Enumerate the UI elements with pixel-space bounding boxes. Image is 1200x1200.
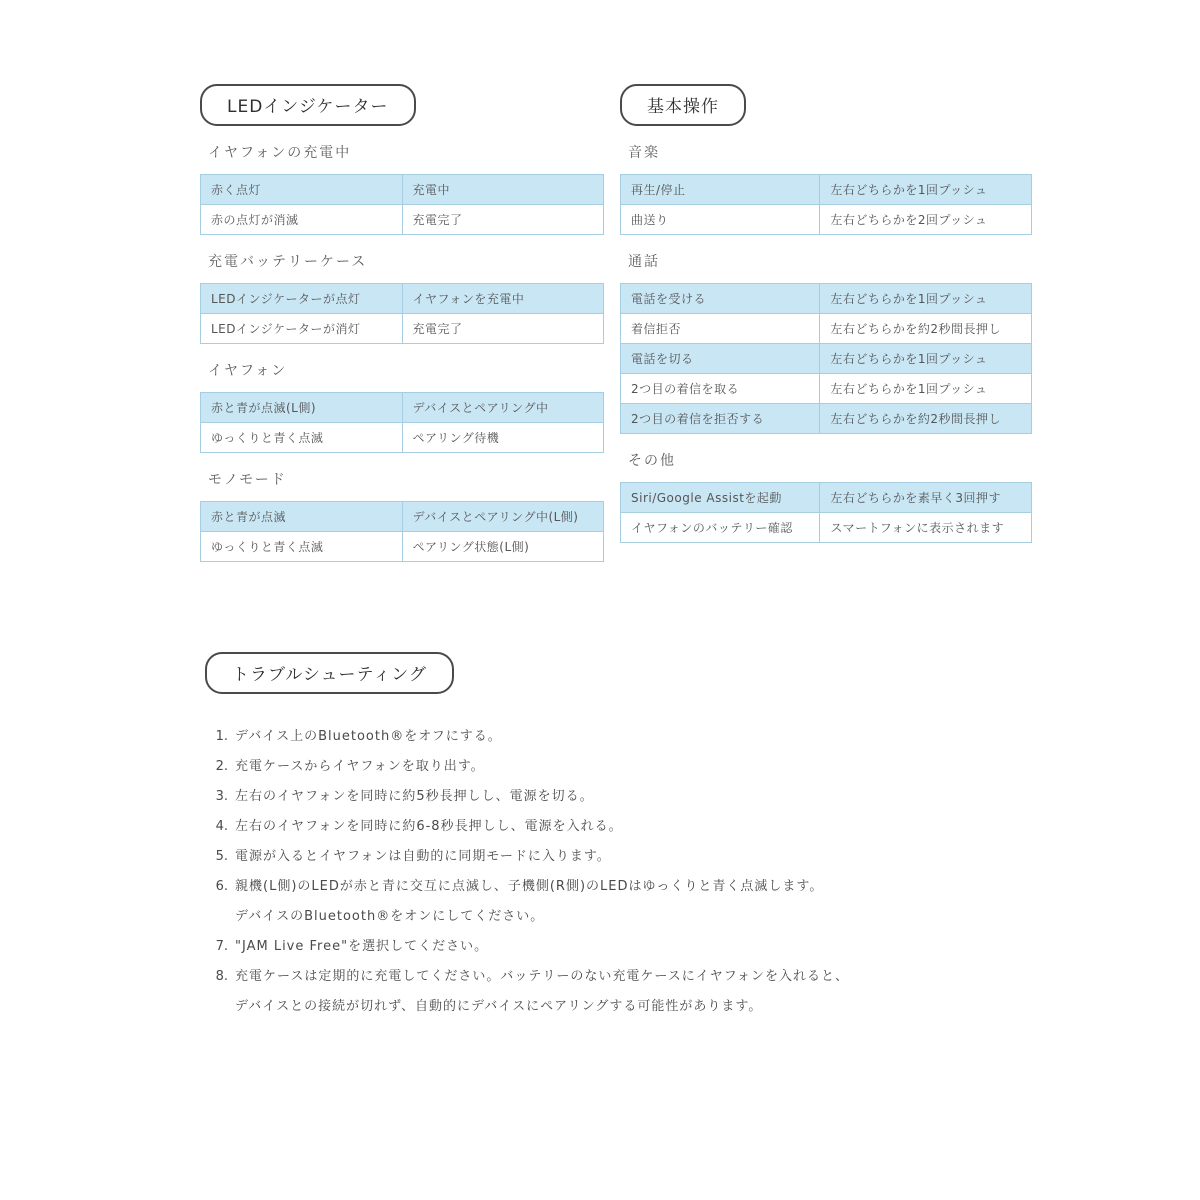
- table-row: [201, 205, 604, 235]
- step-item: [213, 788, 995, 806]
- step-item-continuation: [213, 908, 995, 926]
- earphone-table: [200, 392, 604, 453]
- step-number: 6.: [215, 879, 228, 894]
- step-item: [213, 878, 995, 896]
- table-row: [201, 532, 604, 562]
- table-row: [621, 205, 1032, 235]
- section-heading: モノモード: [208, 472, 287, 488]
- status-cell: デバイスとペアリング中: [402, 393, 604, 423]
- troubleshooting-steps: [213, 728, 995, 1016]
- table-row: [621, 284, 1032, 314]
- gesture-cell: 左右どちらかを約2秒間長押し: [820, 404, 1032, 434]
- music-table: [620, 174, 1032, 235]
- action-cell: 再生/停止: [621, 175, 820, 205]
- section-others: [620, 450, 1032, 543]
- status-cell: 充電完了: [402, 205, 604, 235]
- basic-operations-title-text: 基本操作: [647, 97, 719, 117]
- step-item-continuation: [213, 998, 995, 1016]
- led-indicator-panel: [200, 84, 604, 562]
- step-number: 2.: [215, 759, 228, 774]
- table-row: [201, 314, 604, 344]
- section-earphone-charging: [200, 142, 604, 235]
- table-row: [201, 175, 604, 205]
- basic-operations-heading: [620, 84, 746, 126]
- condition-cell: 赤と青が点滅(L側): [201, 393, 403, 423]
- section-music: [620, 142, 1032, 235]
- step-item: [213, 728, 995, 746]
- mono-mode-table: [200, 501, 604, 562]
- step-number: 5.: [215, 849, 228, 864]
- table-row: [621, 374, 1032, 404]
- table-row: [201, 423, 604, 453]
- section-earphone: [200, 360, 604, 453]
- action-cell: 2つ目の着信を取る: [621, 374, 820, 404]
- step-text: 充電ケースは定期的に充電してください。バッテリーのない充電ケースにイヤフォンを入れると、: [235, 969, 850, 984]
- section-heading: その他: [628, 453, 676, 469]
- step-number: 8.: [215, 969, 228, 984]
- step-item: [213, 848, 995, 866]
- section-heading: イヤフォン: [208, 363, 288, 379]
- step-text: デバイスのBluetooth®をオンにしてください。: [235, 909, 545, 924]
- step-number: [213, 908, 228, 926]
- condition-cell: 赤と青が点滅: [201, 502, 403, 532]
- table-row: [621, 513, 1032, 543]
- gesture-cell: 左右どちらかを1回プッシュ: [820, 344, 1032, 374]
- step-text: デバイス上のBluetooth®をオフにする。: [235, 729, 502, 744]
- basic-operations-panel: [620, 84, 1032, 543]
- step-text: デバイスとの接続が切れず、自動的にデバイスにペアリングする可能性があります。: [235, 999, 763, 1014]
- section-mono-mode: [200, 469, 604, 562]
- gesture-cell: 左右どちらかを1回プッシュ: [820, 175, 1032, 205]
- condition-cell: 赤く点灯: [201, 175, 403, 205]
- table-row: [621, 404, 1032, 434]
- others-table: [620, 482, 1032, 543]
- earphone-charging-table: [200, 174, 604, 235]
- table-row: [201, 393, 604, 423]
- step-number: 1.: [215, 729, 228, 744]
- gesture-cell: 左右どちらかを素早く3回押す: [820, 483, 1032, 513]
- table-row: [621, 314, 1032, 344]
- step-number: 7.: [215, 939, 228, 954]
- action-cell: 電話を受ける: [621, 284, 820, 314]
- status-cell: イヤフォンを充電中: [402, 284, 604, 314]
- section-heading: イヤフォンの充電中: [208, 145, 352, 161]
- step-item: [213, 818, 995, 836]
- troubleshooting-heading: [205, 652, 454, 694]
- condition-cell: ゆっくりと青く点滅: [201, 532, 403, 562]
- status-cell: 充電中: [402, 175, 604, 205]
- section-heading: 音楽: [628, 145, 660, 161]
- step-item: [213, 758, 995, 776]
- section-heading: 通話: [628, 254, 660, 270]
- step-number: 3.: [215, 789, 228, 804]
- step-number: [213, 998, 228, 1016]
- action-cell: 着信拒否: [621, 314, 820, 344]
- status-cell: 充電完了: [402, 314, 604, 344]
- step-text: 左右のイヤフォンを同時に約6-8秒長押しし、電源を入れる。: [235, 819, 623, 834]
- led-indicator-title-text: LEDインジケーター: [227, 97, 389, 117]
- step-item: [213, 968, 995, 986]
- action-cell: 2つ目の着信を拒否する: [621, 404, 820, 434]
- condition-cell: ゆっくりと青く点滅: [201, 423, 403, 453]
- condition-cell: LEDインジケーターが消灯: [201, 314, 403, 344]
- calls-table: [620, 283, 1032, 434]
- step-text: 電源が入るとイヤフォンは自動的に同期モードに入ります。: [235, 849, 611, 864]
- table-row: [201, 284, 604, 314]
- gesture-cell: 左右どちらかを1回プッシュ: [820, 374, 1032, 404]
- table-row: [621, 175, 1032, 205]
- condition-cell: LEDインジケーターが点灯: [201, 284, 403, 314]
- action-cell: 電話を切る: [621, 344, 820, 374]
- step-text: "JAM Live Free"を選択してください。: [235, 939, 489, 954]
- step-text: 充電ケースからイヤフォンを取り出す。: [235, 759, 485, 774]
- action-cell: Siri/Google Assistを起動: [621, 483, 820, 513]
- section-calls: [620, 251, 1032, 434]
- troubleshooting-panel: [205, 652, 995, 1028]
- troubleshooting-title-text: トラブルシューティング: [232, 665, 427, 685]
- gesture-cell: 左右どちらかを2回プッシュ: [820, 205, 1032, 235]
- step-text: 左右のイヤフォンを同時に約5秒長押しし、電源を切る。: [235, 789, 594, 804]
- step-text: 親機(L側)のLEDが赤と青に交互に点滅し、子機側(R側)のLEDはゆっくりと青く点滅します。: [235, 879, 824, 894]
- status-cell: デバイスとペアリング中(L側): [402, 502, 604, 532]
- battery-case-table: [200, 283, 604, 344]
- section-heading: 充電バッテリーケース: [208, 254, 368, 270]
- action-cell: 曲送り: [621, 205, 820, 235]
- status-cell: ペアリング待機: [402, 423, 604, 453]
- led-indicator-heading: [200, 84, 416, 126]
- step-item: [213, 938, 995, 956]
- gesture-cell: 左右どちらかを1回プッシュ: [820, 284, 1032, 314]
- gesture-cell: スマートフォンに表示されます: [820, 513, 1032, 543]
- table-row: [621, 344, 1032, 374]
- condition-cell: 赤の点灯が消滅: [201, 205, 403, 235]
- step-number: 4.: [215, 819, 228, 834]
- table-row: [201, 502, 604, 532]
- gesture-cell: 左右どちらかを約2秒間長押し: [820, 314, 1032, 344]
- action-cell: イヤフォンのバッテリー確認: [621, 513, 820, 543]
- table-row: [621, 483, 1032, 513]
- status-cell: ペアリング状態(L側): [402, 532, 604, 562]
- section-battery-case: [200, 251, 604, 344]
